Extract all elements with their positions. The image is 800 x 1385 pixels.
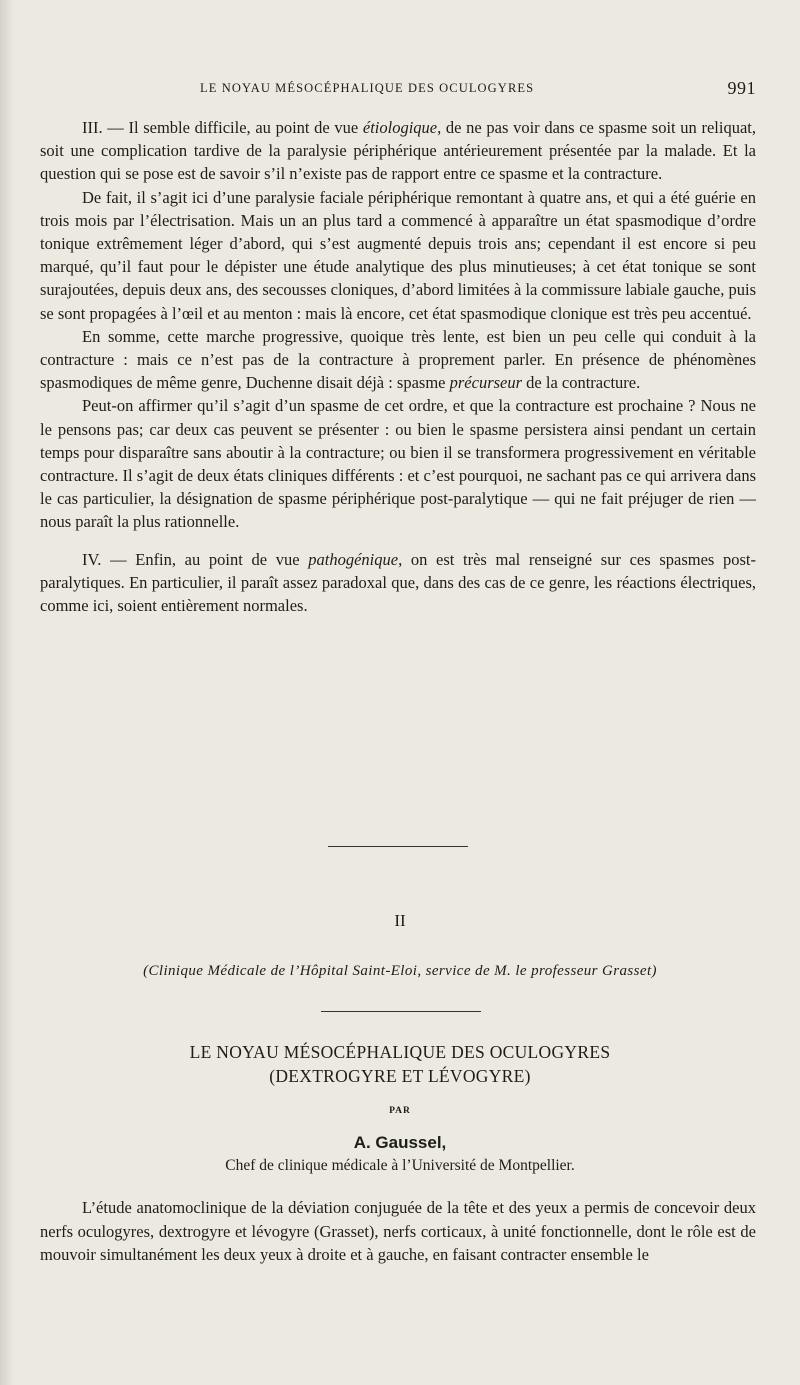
section-two-text bbox=[40, 1196, 756, 1267]
running-title: LE NOYAU MÉSOCÉPHALIQUE DES OCULOGYRES bbox=[200, 81, 535, 95]
paragraph-text: De fait, il s’agit ici d’une paralysie faciale périphérique remontant à quatre ans, et qui a été guérie en trois mois par l’électrisation. Mais un an plus tard a commencé à apparaître un état spasmodique d’ordre tonique extrêmement léger d’abord, qui s’est augmenté depuis trois ans; cependant il est encore si peu marqué, qu’il faut pour le dépister une étude analytique des plus minutieuses; à cet état tonique se sont surajoutées, depuis deux ans, des secousses cloniques, d’abord limitées à la commissure labiale gauche, puis se sont propagées à l’œil et au menton : mais là encore, cet état spasmodique clonique est très peu accentué. bbox=[40, 187, 756, 323]
paragraph-text: , de ne pas voir dans ce spasme soit un reliquat, soit une complication tardive de la paralysie périphérique antérieurement présentée par la malade. Et la question qui se pose est de savoir s’il n’existe pas de rapport entre ce spasme et la contracture. bbox=[40, 118, 756, 184]
page-edge-shadow bbox=[0, 0, 14, 1385]
paragraph-en-somme bbox=[40, 325, 756, 395]
paragraph-text: , on est très mal renseigné sur ces spasmes post-paralytiques. En particulier, il paraît assez paradoxal que, dans des cas de ce genre, les réactions électriques, comme ici, soient entièrement normales. bbox=[40, 549, 756, 616]
paragraph-de-fait bbox=[40, 186, 756, 325]
page-number: 991 bbox=[727, 78, 756, 98]
paragraph-text: En somme, cette marche progressive, quoique très lente, est bien un peu celle qui conduit à la contracture : mais ce n’est pas de la contracture à proprement parler. En présence de phénomènes spasmodiques de même genre, Duchenne disait déjà : spasme bbox=[40, 326, 756, 393]
paragraph-iv bbox=[40, 548, 756, 618]
emphasis-text: étiologique bbox=[362, 118, 438, 137]
author-affiliation: Chef de clinique médicale à l’Université de Montpellier. bbox=[225, 1157, 575, 1174]
emphasis-text: précurseur bbox=[449, 373, 523, 393]
author-name: A. Gaussel, bbox=[353, 1133, 447, 1152]
running-head bbox=[200, 78, 756, 100]
paragraph-text: de la contracture. bbox=[522, 373, 641, 393]
article-title: LE NOYAU MÉSOCÉPHALIQUE DES OCULOGYRES (DEXTROGYRE ET LÉVOGYRE) bbox=[189, 1042, 611, 1086]
section-number: II bbox=[394, 911, 406, 930]
section-one-text bbox=[40, 116, 756, 617]
by-label: PAR bbox=[389, 1106, 411, 1116]
clinic-attribution: (Clinique Médicale de l’Hôpital Saint-Eloi, service de M. le professeur Grasset) bbox=[143, 963, 657, 979]
paragraph-text: IV. — Enfin, au point de vue bbox=[82, 549, 309, 569]
paragraph-text: Peut-on affirmer qu’il s’agit d’un spasme de cet ordre, et que la contracture est prochaine ? Nous ne le pensons pas; car deux cas peuvent se présenter : ou bien le spasme persistera ainsi pendant un certain temps pour disparaître sans aboutir à la contracture; ou bien il se transformera progressivement en véritable contracture. Il s’agit de deux états cliniques différents : et c’est pourquoi, ne sachant pas ce qui arrivera dans le cas particulier, la désignation de spasme périphérique post-paralytique — qui ne fait préjuger de rien — nous paraît la plus rationnelle. bbox=[40, 396, 756, 532]
emphasis-text: pathogénique bbox=[308, 549, 399, 569]
paragraph-etude: L’étude anatomoclinique de la déviation conjuguée de la tête et des yeux a permis de concevoir deux nerfs oculogyres, dextrogyre et lévogyre (Grasset), nerfs corticaux, à unité fonctionnelle, dont le rôle est de mouvoir simultanément les deux yeux à droite et à gauche, en faisant contracter ensemble le bbox=[40, 1198, 756, 1264]
paragraph-iii bbox=[40, 116, 756, 186]
paragraph-text: III. — Il semble difficile, au point de vue bbox=[82, 118, 363, 137]
title-divider bbox=[321, 1011, 481, 1012]
section-divider bbox=[328, 846, 468, 847]
paragraph-peut-on bbox=[40, 394, 756, 533]
